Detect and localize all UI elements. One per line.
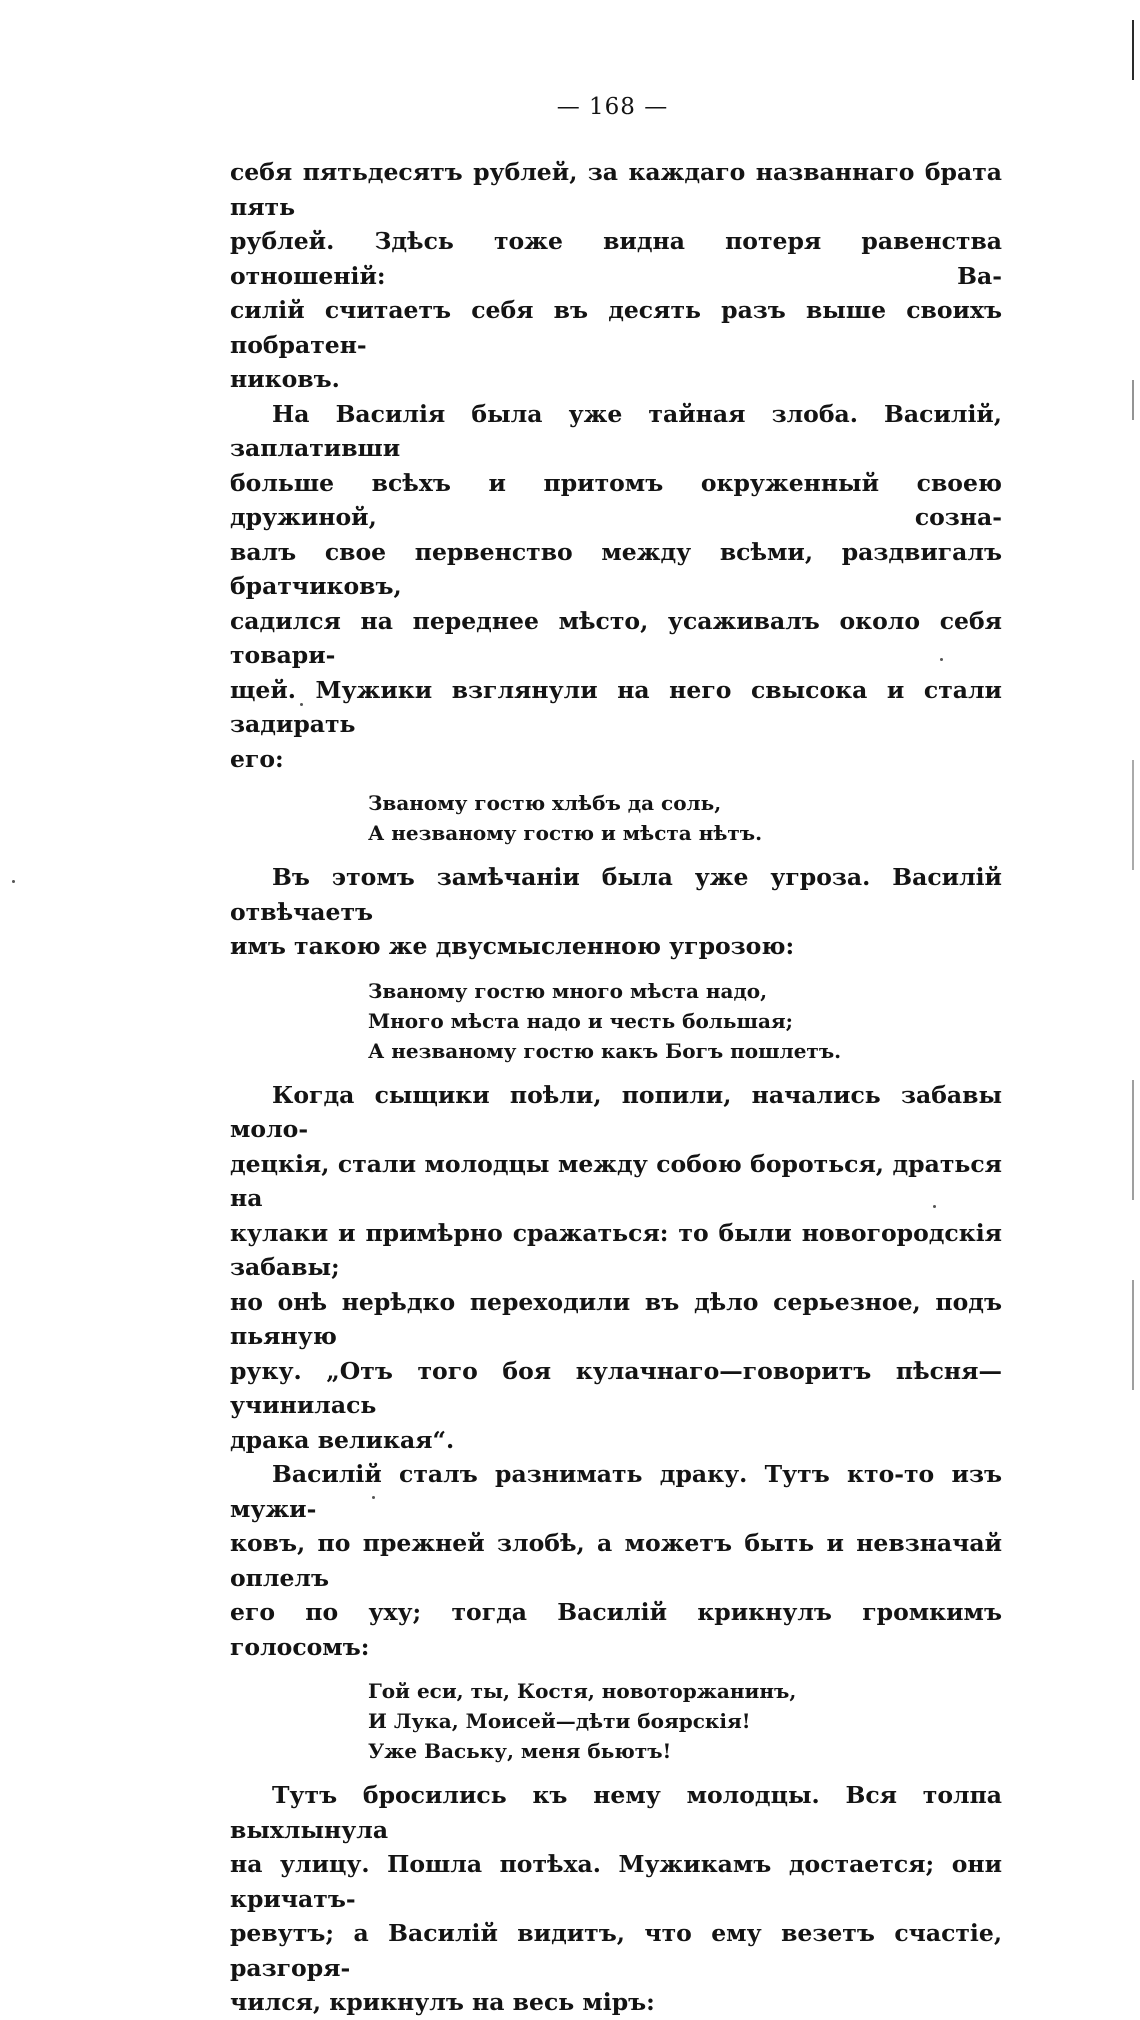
paragraph (230, 860, 1002, 964)
verse-line: Званому гостю много мѣста надо, (368, 978, 768, 1003)
paragraph-line: чился, крикнулъ на весь міръ: (230, 1988, 655, 2016)
verse-line: И Лука, Моисей—дѣти боярскія! (368, 1709, 751, 1733)
verse-line: А незваному гостю и мѣста нѣтъ. (368, 821, 763, 845)
print-speck (12, 880, 15, 883)
paragraph-line: но онѣ нерѣдко переходили въ дѣло серьезное, подъ пьяную (230, 1287, 1002, 1350)
paragraph-line: его: (230, 744, 284, 773)
paragraph-line: драка великая“. (230, 1425, 455, 1454)
verse-line: Уже Ваську, меня бьютъ! (368, 1739, 672, 1763)
paragraph-line: ревутъ; а Василій видитъ, что ему везетъ счастіе, разгоря- (230, 1919, 1002, 1982)
paragraph-line: Тутъ бросились къ нему молодцы. Вся толпа выхлынула (230, 1781, 1002, 1844)
page-edge-mark (1132, 380, 1134, 420)
paragraph-line: децкія, стали молодцы между собою бороться, драться на (230, 1149, 1002, 1212)
page-edge-mark (1132, 1280, 1134, 1390)
paragraph-line: никовъ. (230, 365, 340, 393)
verse-line: А незваному гостю какъ Богъ пошлетъ. (368, 1038, 842, 1063)
page-edge-mark (1132, 760, 1134, 870)
paragraph-line: Когда сыщики поѣли, попили, начались забавы моло- (230, 1080, 1002, 1143)
paragraph-line: садился на переднее мѣсто, усаживалъ около себя товари- (230, 606, 1002, 669)
verse-quote (368, 976, 1002, 1066)
page-text-body (230, 155, 1002, 2020)
page-edge-mark (1132, 1080, 1134, 1200)
page-number: — 168 — (556, 94, 669, 120)
paragraph (230, 1457, 1002, 1664)
page-edge-mark (1132, 20, 1134, 80)
paragraph-line: имъ такою же двусмысленною угрозою: (230, 932, 795, 960)
paragraph-line: силій считаетъ себя въ десять разъ выше своихъ побратен- (230, 296, 1002, 359)
paragraph (230, 397, 1002, 777)
paragraph (230, 155, 1002, 397)
paragraph-line: ковъ, по прежней злобѣ, а можетъ быть и невзначай оплелъ (230, 1529, 1002, 1592)
verse-line: Званому гостю хлѣбъ да соль, (368, 791, 722, 815)
paragraph-line: его по уху; тогда Василій крикнулъ громкимъ голосомъ: (230, 1598, 1002, 1661)
paragraph-line: руку. „Отъ того боя кулачнаго—говоритъ пѣсня—учинилась (230, 1356, 1002, 1419)
paragraph-line: щей. Мужики взглянули на него свысока и стали задирать (230, 675, 1002, 738)
verse-quote (368, 788, 1002, 848)
paragraph-line: На Василія была уже тайная злоба. Василій, заплативши (230, 399, 1002, 462)
paragraph-line: Василій сталъ разнимать драку. Тутъ кто-то изъ мужи- (230, 1460, 1002, 1523)
paragraph-line: себя пятьдесятъ рублей, за каждаго названнаго брата пять (230, 158, 1002, 221)
paragraph (230, 1778, 1002, 2020)
paragraph-line: Въ этомъ замѣчаніи была уже угроза. Василій отвѣчаетъ (230, 863, 1002, 926)
verse-line: Гой еси, ты, Костя, новоторжанинъ, (368, 1679, 797, 1703)
verse-line: Много мѣста надо и честь большая; (368, 1008, 794, 1033)
paragraph (230, 1078, 1002, 1458)
paragraph-line: рублей. Здѣсь тоже видна потеря равенства отношеній: Ва- (230, 227, 1002, 290)
paragraph-line: валъ свое первенство между всѣми, раздвигалъ братчиковъ, (230, 537, 1002, 600)
paragraph-line: кулаки и примѣрно сражаться: то были новогородскія забавы; (230, 1218, 1002, 1281)
paragraph-line: на улицу. Пошла потѣха. Мужикамъ достается; они кричатъ- (230, 1850, 1002, 1913)
verse-quote (368, 1676, 1002, 1766)
paragraph-line: больше всѣхъ и притомъ окруженный своею дружиной, созна- (230, 468, 1002, 531)
